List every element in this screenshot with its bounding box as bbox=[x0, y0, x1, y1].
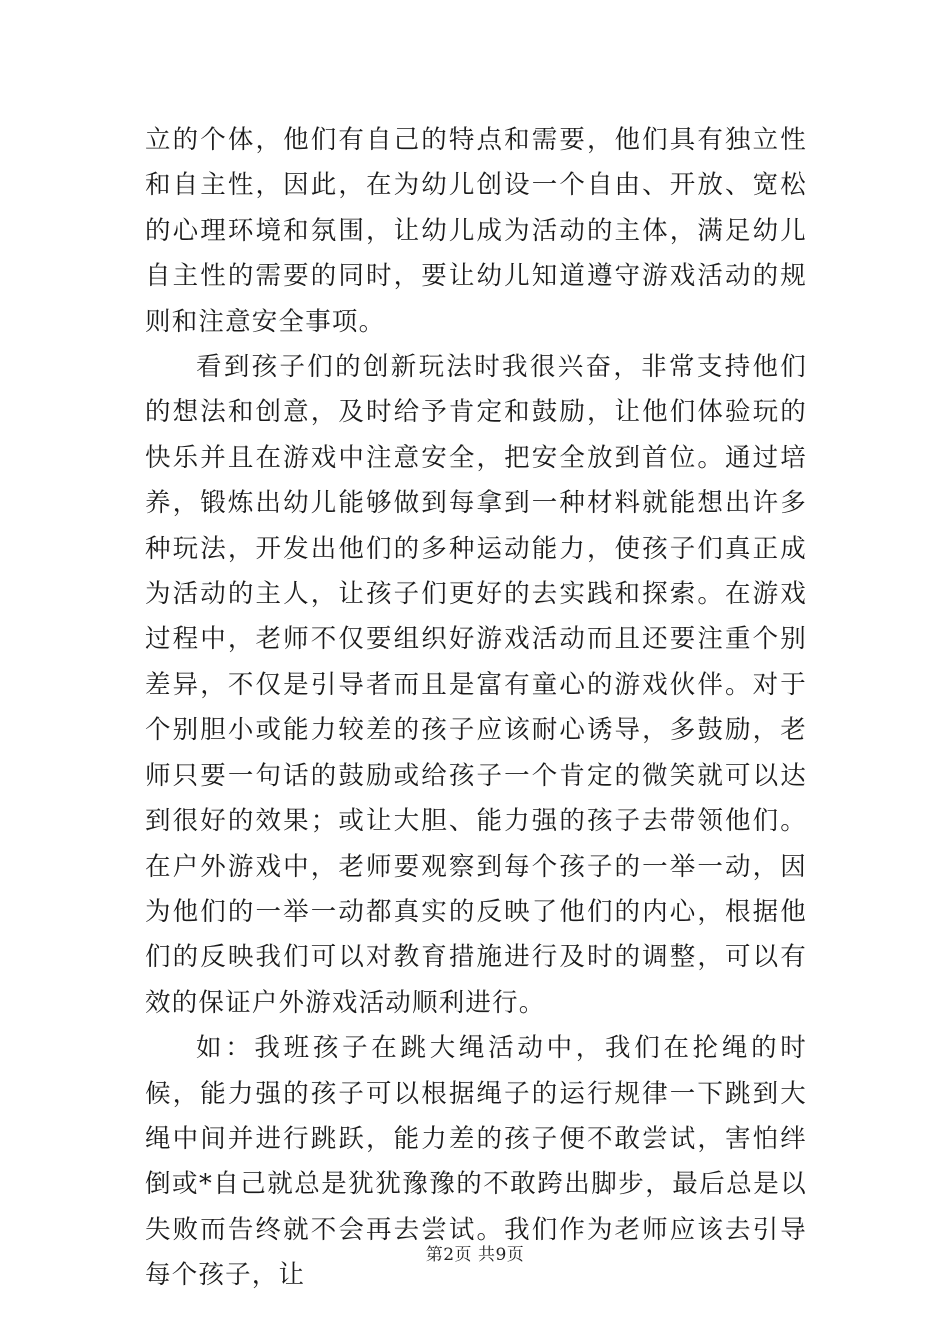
paragraph-3: 如：我班孩子在跳大绳活动中，我们在抡绳的时候，能力强的孩子可以根据绳子的运行规律一下跳到大绳中间并进行跳跃，能力差的孩子便不敢尝试，害怕绊倒或*自己就总是犹犹豫豫的不敢跨出脚步，最后总是以失败而告终就不会再去尝试。我们作为老师应该去引导每个孩子，让 bbox=[145, 1033, 807, 1291]
page-number-footer: 第2页 共9页 bbox=[425, 1245, 525, 1265]
paragraph-1: 立的个体，他们有自己的特点和需要，他们具有独立性和自主性，因此，在为幼儿创设一个自由、开放、宽松的心理环境和氛围，让幼儿成为活动的主体，满足幼儿自主性的需要的同时，要让幼儿知道遵守游戏活动的规则和注意安全事项。 bbox=[145, 125, 807, 337]
paragraph-2: 看到孩子们的创新玩法时我很兴奋，非常支持他们的想法和创意，及时给予肯定和鼓励，让他们体验玩的快乐并且在游戏中注意安全，把安全放到首位。通过培养，锻炼出幼儿能够做到每拿到一种材料就能想出许多种玩法，开发出他们的多种运动能力，使孩子们真正成为活动的主人，让孩子们更好的去实践和探索。在游戏过程中，老师不仅要组织好游戏活动而且还要注重个别差异，不仅是引导者而且是富有童心的游戏伙伴。对于个别胆小或能力较差的孩子应该耐心诱导，多鼓励，老师只要一句话的鼓励或给孩子一个肯定的微笑就可以达到很好的效果；或让大胆、能力强的孩子去带领他们。在户外游戏中，老师要观察到每个孩子的一举一动，因为他们的一举一动都真实的反映了他们的内心，根据他们的反映我们可以对教育措施进行及时的调整，可以有效的保证户外游戏活动顺利进行。 bbox=[145, 352, 807, 1018]
document-body bbox=[145, 118, 807, 1299]
